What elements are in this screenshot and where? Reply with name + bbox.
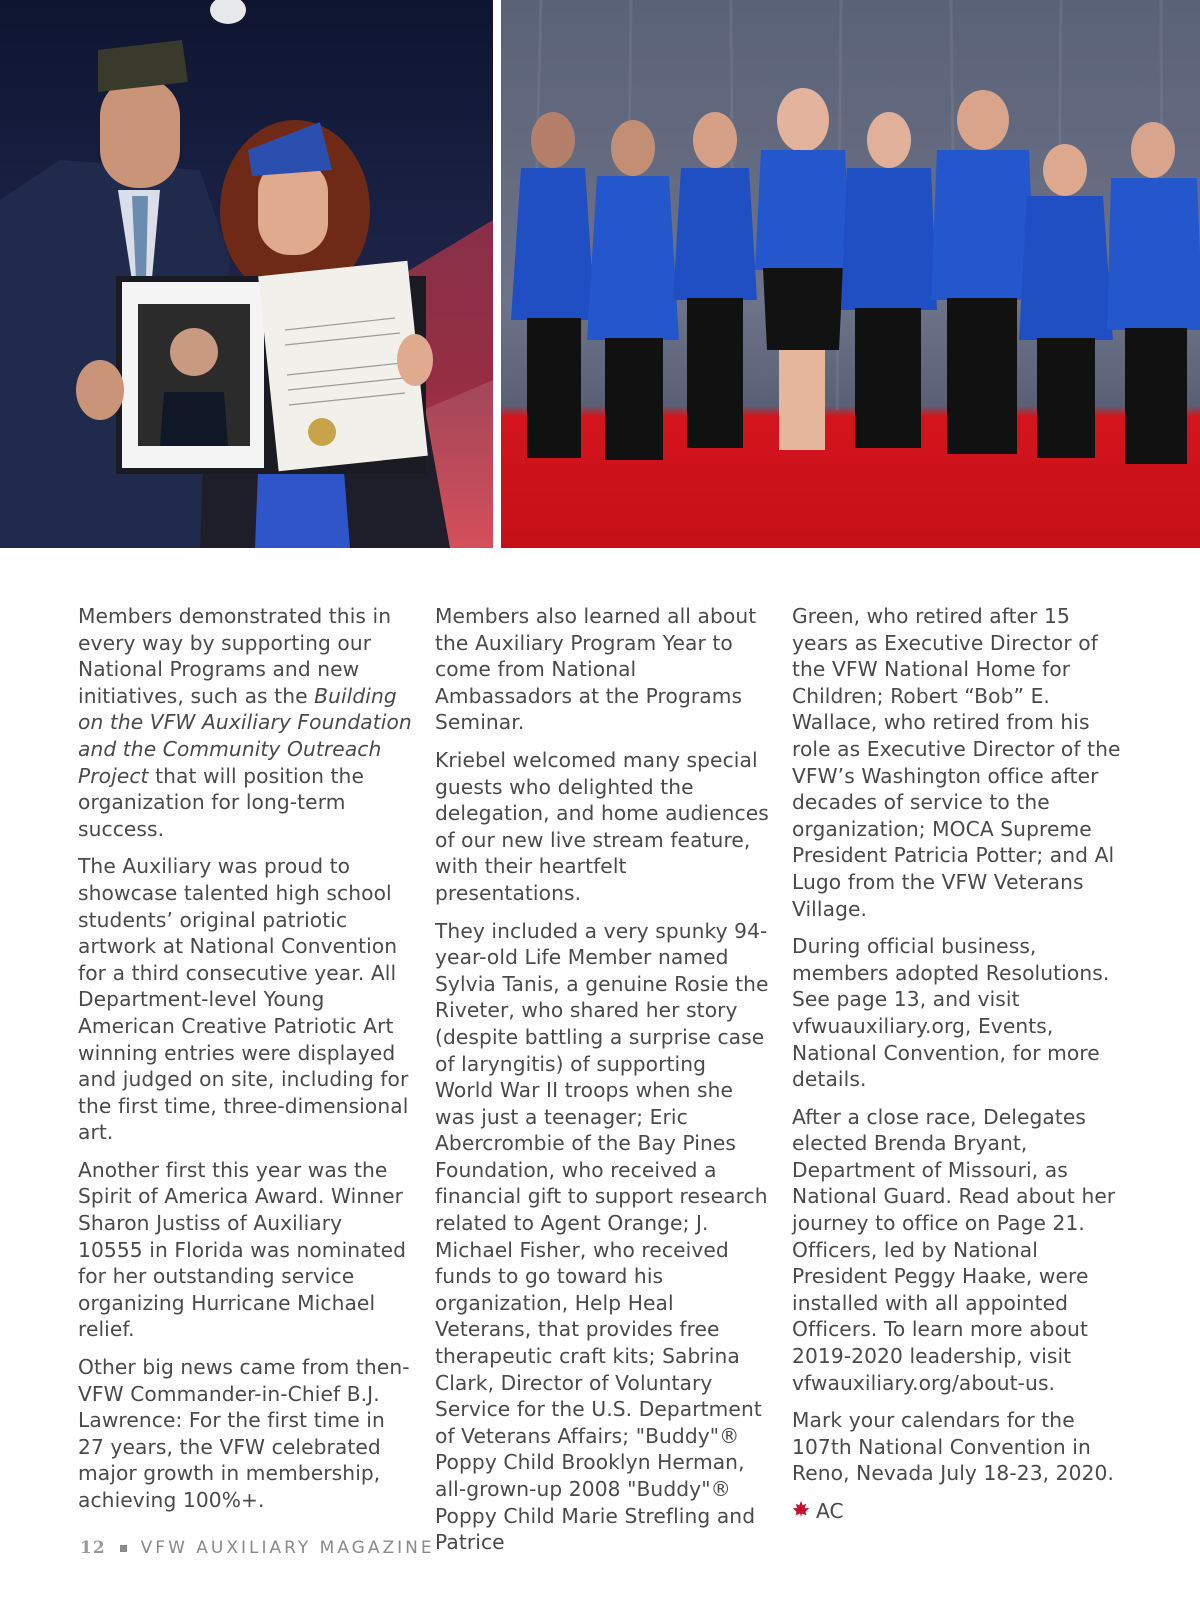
maple-leaf-icon	[792, 1500, 810, 1523]
paragraph: They included a very spunky 94-year-old Life Member named Sylvia Tanis, a genuine Rosie the Riveter, who shared her story (despite battling a surprise case of laryngitis) of supporting World War II troops when she was just a teenager; Eric Abercrombie of the Bay Pines Foundation, who received a financial gift to support research related to Agent Orange; J. Michael Fisher, who received funds to go toward his organization, Help Heal Veterans, that provides free therapeutic craft kits; Sabrina Clark, Director of Voluntary Service for the U.S. Department of Veterans Affairs; "Buddy"® Poppy Child Brooklyn Herman, all-grown-up 2008 "Buddy"® Poppy Child Marie Strefling and Patrice	[435, 918, 769, 1555]
paragraph: Members also learned all about the Auxiliary Program Year to come from National Ambassadors at the Programs Seminar.	[435, 604, 757, 735]
paragraph: Kriebel welcomed many special guests who delighted the delegation, and home audiences of our new live stream feature, with their heartfelt presentations.	[435, 747, 769, 905]
award-photo-illustration	[0, 0, 493, 548]
article-column-2	[435, 603, 770, 1567]
paragraph: Other big news came from then-VFW Commander-in-Chief B.J. Lawrence: For the first time in 27 years, the VFW celebrated major growth in membership, achieving 100%+.	[78, 1355, 410, 1512]
page-number: 12	[80, 1538, 106, 1558]
author-initials: AC	[816, 1499, 844, 1523]
paragraph: Green, who retired after 15 years as Executive Director of the VFW National Home for Children; Robert “Bob” E. Wallace, who retired from his role as Executive Director of the VFW’s Washington office after decades of service to the organization; MOCA Supreme President Patricia Potter; and Al Lugo from the VFW Veterans Village.	[792, 604, 1121, 921]
officers-group-photo	[501, 0, 1200, 548]
paragraph: During official business, members adopted Resolutions. See page 13, and visit vfwuauxiliary.org, Events, National Convention, for more details.	[792, 934, 1110, 1092]
page-footer	[80, 1538, 435, 1558]
paragraph: Mark your calendars for the 107th National Convention in Reno, Nevada July 18-23, 2020.	[792, 1408, 1114, 1486]
article-column-1	[78, 603, 413, 1525]
project-name-italic: Building on the VFW Auxiliary Foundation and the Community Outreach Project	[78, 683, 412, 788]
paragraph: After a close race, Delegates elected Brenda Bryant, Department of Missouri, as National Guard. Read about her journey to office on Page 21. Officers, led by National President Peggy Haake, were installed with all appointed Officers. To learn more about 2019-2020 leadership, visit vfwauxiliary.org/about-us.	[792, 1104, 1116, 1395]
publication-name: VFW AUXILIARY MAGAZINE	[140, 1538, 435, 1558]
paragraph: Another first this year was the Spirit of America Award. Winner Sharon Justiss of Auxiliary 10555 in Florida was nominated for her outstanding service organizing Hurricane Michael relief.	[78, 1157, 407, 1342]
award-presentation-photo	[0, 0, 493, 548]
article-column-3	[792, 603, 1127, 1525]
group-photo-illustration	[501, 0, 1200, 548]
paragraph: The Auxiliary was proud to showcase talented high school students’ original patriotic artwork at National Convention for a third consecutive year. All Department-level Young American Creative Patriotic Art winning entries were displayed and judged on site, including for the first time, three-dimensional art.	[78, 854, 409, 1145]
paragraph: Members demonstrated this in every way by supporting our National Programs and new initiatives, such as the Building on the VFW Auxiliary Foundation and the Community Outreach Project that will position the organization for long-term success.	[78, 604, 412, 841]
separator-square-icon	[120, 1545, 127, 1552]
author-signoff	[792, 1498, 1127, 1525]
